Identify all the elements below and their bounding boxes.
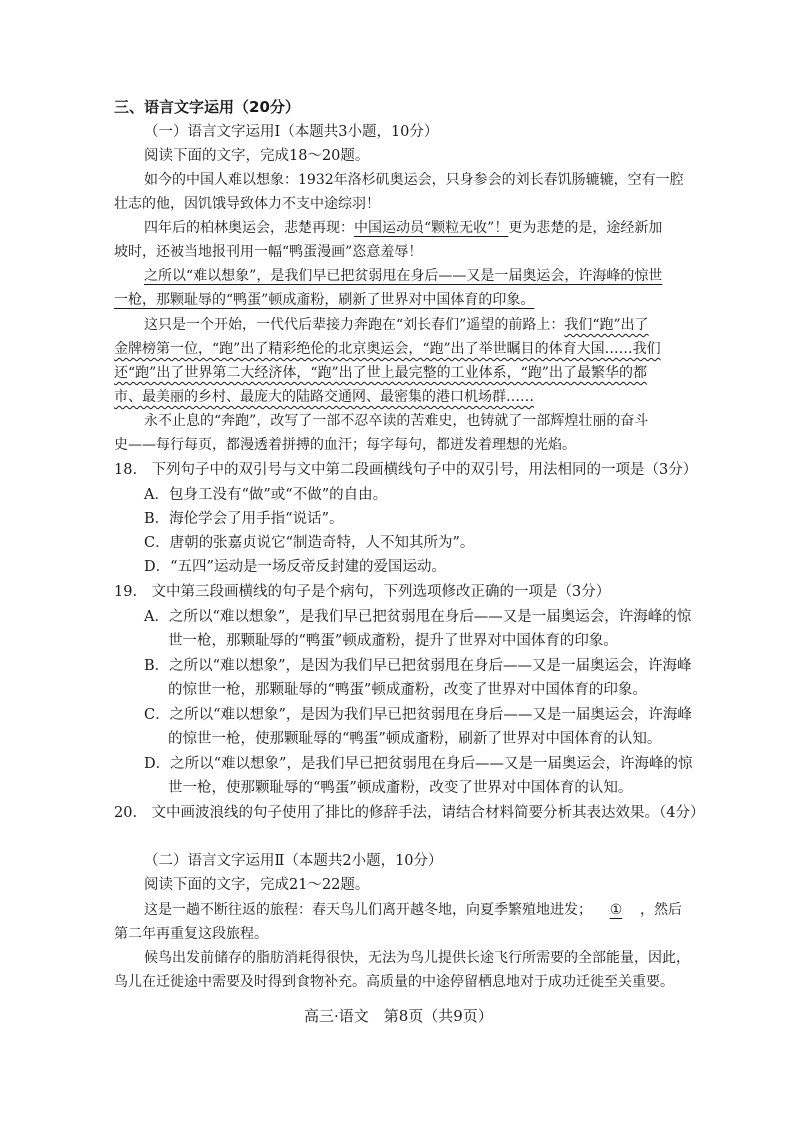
section-title: 三、语言文字运用（20分） <box>114 98 300 116</box>
passage2-line: 候鸟出发前储存的脂肪消耗得很快，无法为鸟儿提供长途飞行所需要的全部能量，因此， <box>144 950 690 966</box>
q19-option-a: A．之所以“难以想象”，是我们早已把贫弱甩在身后——又是一届奥运会，许海峰的惊 <box>144 609 692 625</box>
wavy-underlined-sentence: 还“跑”出了世界第二大经济体，“跑”出了世上最完整的工业体系，“跑”出了最繁华的都 <box>114 365 647 381</box>
text-span: 这是一趟不断往返的旅程：春天鸟儿们离开越冬地，向夏季繁殖地进发； <box>144 902 592 918</box>
wavy-underlined-sentence: 我们“跑”出了 <box>564 317 649 333</box>
passage1-line <box>144 318 649 332</box>
underlined-sentence: 一枪，那颗耻辱的“鸭蛋”顿成齑粉，刷新了世界对中国体育的印象。 <box>114 292 535 308</box>
underlined-sentence: 中国运动员“颗粒无收”！ <box>354 220 509 236</box>
q19-option-b-cont: 的惊世一枪，那颗耻辱的“鸭蛋”顿成齑粉，改变了世界对中国体育的印象。 <box>168 682 647 698</box>
q18-option-c: C．唐朝的张嘉贞说它“制造奇特，人不知其所为”。 <box>144 535 475 551</box>
q19-option-c-cont: 的惊世一枪，使那颗耻辱的“鸭蛋”顿成齑粉，刷新了世界对中国体育的认知。 <box>168 731 662 747</box>
passage1-line: 永不止息的“奔跑”，改写了一部不忍卒读的苦难史，也铸就了一部辉煌壮丽的奋斗 <box>144 413 649 429</box>
passage2-line <box>144 903 682 917</box>
passage1-line <box>144 221 662 235</box>
text-span: 这只是一个开始，一代代后辈接力奔跑在“刘长春们”遥望的前路上： <box>144 317 565 333</box>
q18-option-d: D．“五四”运动是一场反帝反封建的爱国运动。 <box>144 559 446 575</box>
passage1-line: 壮志的他，因饥饿导致体力不支中途综羽！ <box>114 196 380 212</box>
passage1-line: 史——每行每页，都漫透着拼搏的血汗；每字每句，都迸发着理想的光焰。 <box>114 437 576 453</box>
passage2-line: 鸟儿在迁徙途中需要及时得到食物补充。高质量的中途停留栖息地对于成功迁徙至关重要。 <box>114 974 674 990</box>
question-19-stem: 19. 文中第三段画横线的句子是个病句，下列选项修改正确的一项是（3分） <box>114 584 611 600</box>
text-span: ，然后 <box>640 902 682 918</box>
wavy-underlined-sentence: 市、最美丽的乡村、最庞大的陆路交通网、最密集的港口机场群…… <box>114 389 534 405</box>
q19-option-c: C．之所以“难以想象”，是因为我们早已把贫弱甩在身后——又是一届奥运会，许海峰 <box>144 707 692 723</box>
text-span: 四年后的柏林奥运会，悲楚再现： <box>144 220 354 236</box>
q19-option-a-cont: 世一枪，那颗耻辱的“鸭蛋”顿成齑粉，提升了世界对中国体育的印象。 <box>168 633 618 649</box>
part2-heading: （二）语言文字运用Ⅱ（本题共2小题，10分） <box>144 853 443 869</box>
q18-option-a: A．包身工没有“做”或“不做”的自由。 <box>144 487 388 503</box>
q18-option-b: B．海伦学会了用手指“说话”。 <box>144 511 344 527</box>
question-18-stem: 18. 下列句子中的双引号与文中第二段画横线句子中的双引号，用法相同的一项是（3分） <box>114 462 698 478</box>
q19-option-d: D．之所以“难以想象”，是我们早已把贫弱甩在身后——又是一届奥运会，许海峰的惊 <box>144 756 693 772</box>
question-20-stem: 20. 文中画波浪线的句子使用了排比的修辞手法，请结合材料简要分析其表达效果。（4分） <box>114 805 705 821</box>
passage1-line: 坡时，还被当地报刊用一幅“鸭蛋漫画”恣意羞辱！ <box>114 244 423 260</box>
wavy-underlined-sentence: 金牌榜第一位，“跑”出了精彩绝伦的北京奥运会，“跑”出了举世瞩目的体育大国……我们 <box>114 341 661 357</box>
part1-heading: （一）语言文字运用Ⅰ（本题共3小题，10分） <box>144 124 439 140</box>
q19-option-d-cont: 世一枪，使那颗耻辱的“鸭蛋”顿成齑粉，改变了世界对中国体育的认知。 <box>168 780 633 796</box>
page-footer: 高三·语文 第8页（共9页） <box>304 1007 493 1025</box>
answer-blank-1: ① <box>609 902 623 918</box>
part1-instruction: 阅读下面的文字，完成18～20题。 <box>144 148 370 164</box>
passage1-line: 如今的中国人难以想象：1932年洛杉矶奥运会，只身参会的刘长春饥肠辘辘，空有一腔 <box>144 172 684 188</box>
q19-option-b: B．之所以“难以想象”，是因为我们早已把贫弱甩在身后——又是一届奥运会，许海峰 <box>144 658 692 674</box>
text-span: 更为悲楚的是，途经新加 <box>508 220 663 236</box>
underlined-sentence: 之所以“难以想象”，是我们早已把贫弱甩在身后——又是一届奥运会，许海峰的惊世 <box>144 268 663 284</box>
passage2-line: 第二年再重复这段旅程。 <box>114 926 268 942</box>
part2-instruction: 阅读下面的文字，完成21～22题。 <box>144 877 370 893</box>
